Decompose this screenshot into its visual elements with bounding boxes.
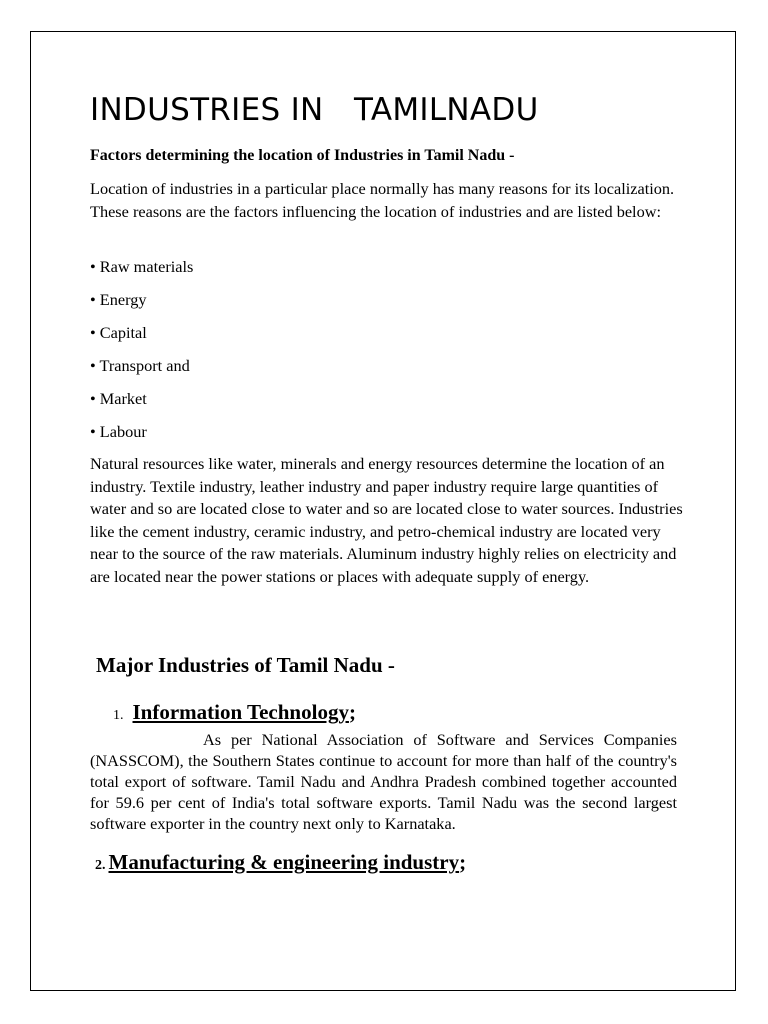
- intro-paragraph: Location of industries in a particular place normally has many reasons for its localization. These reasons are the factors influencing the location of industries and are listed below:: [90, 179, 675, 221]
- list-item: • Transport and: [90, 356, 190, 375]
- factors-heading: Factors determining the location of Industries in Tamil Nadu -: [90, 147, 515, 164]
- list-item: • Capital: [90, 323, 147, 342]
- major-industries-heading: Major Industries of Tamil Nadu -: [96, 653, 395, 677]
- information-technology-paragraph: As per National Association of Software and Services Companies (NASSCOM), the Southern States continue to account for more than half of the country's total export of software. Tamil Nadu and Andhra Pradesh combined together accounted for 59.6 per cent of India's total software exports. Tamil Nadu was the second largest software exporter in the country next only to Karnataka.: [90, 730, 677, 833]
- list-item: • Energy: [90, 290, 147, 309]
- factors-list: [90, 255, 193, 453]
- section-number: 2.: [95, 858, 106, 873]
- document-title: INDUSTRIES IN TAMILNADU: [90, 92, 539, 128]
- natural-resources-paragraph: Natural resources like water, minerals and energy resources determine the location of an industry. Textile industry, leather industry and paper industry require large quantities of water and so are located close to water and so are located close to water sources. Industries like the cement industry, ceramic industry, and petro-chemical industry are located very near to the source of the raw materials. Aluminum industry highly relies on electricity and are located near the power stations or places with adequate supply of energy.: [90, 454, 683, 586]
- list-item: • Market: [90, 389, 147, 408]
- section-title-suffix: ;: [348, 700, 356, 724]
- section-heading-manufacturing: [95, 850, 466, 875]
- list-item: • Raw materials: [90, 257, 194, 276]
- section-number: 1.: [113, 708, 124, 723]
- section-title-suffix: ;: [459, 850, 467, 874]
- section-title: Information Technology: [132, 700, 349, 724]
- section-heading-information-technology: [113, 700, 356, 725]
- list-item: • Labour: [90, 422, 147, 441]
- section-title: Manufacturing & engineering industry: [108, 850, 460, 874]
